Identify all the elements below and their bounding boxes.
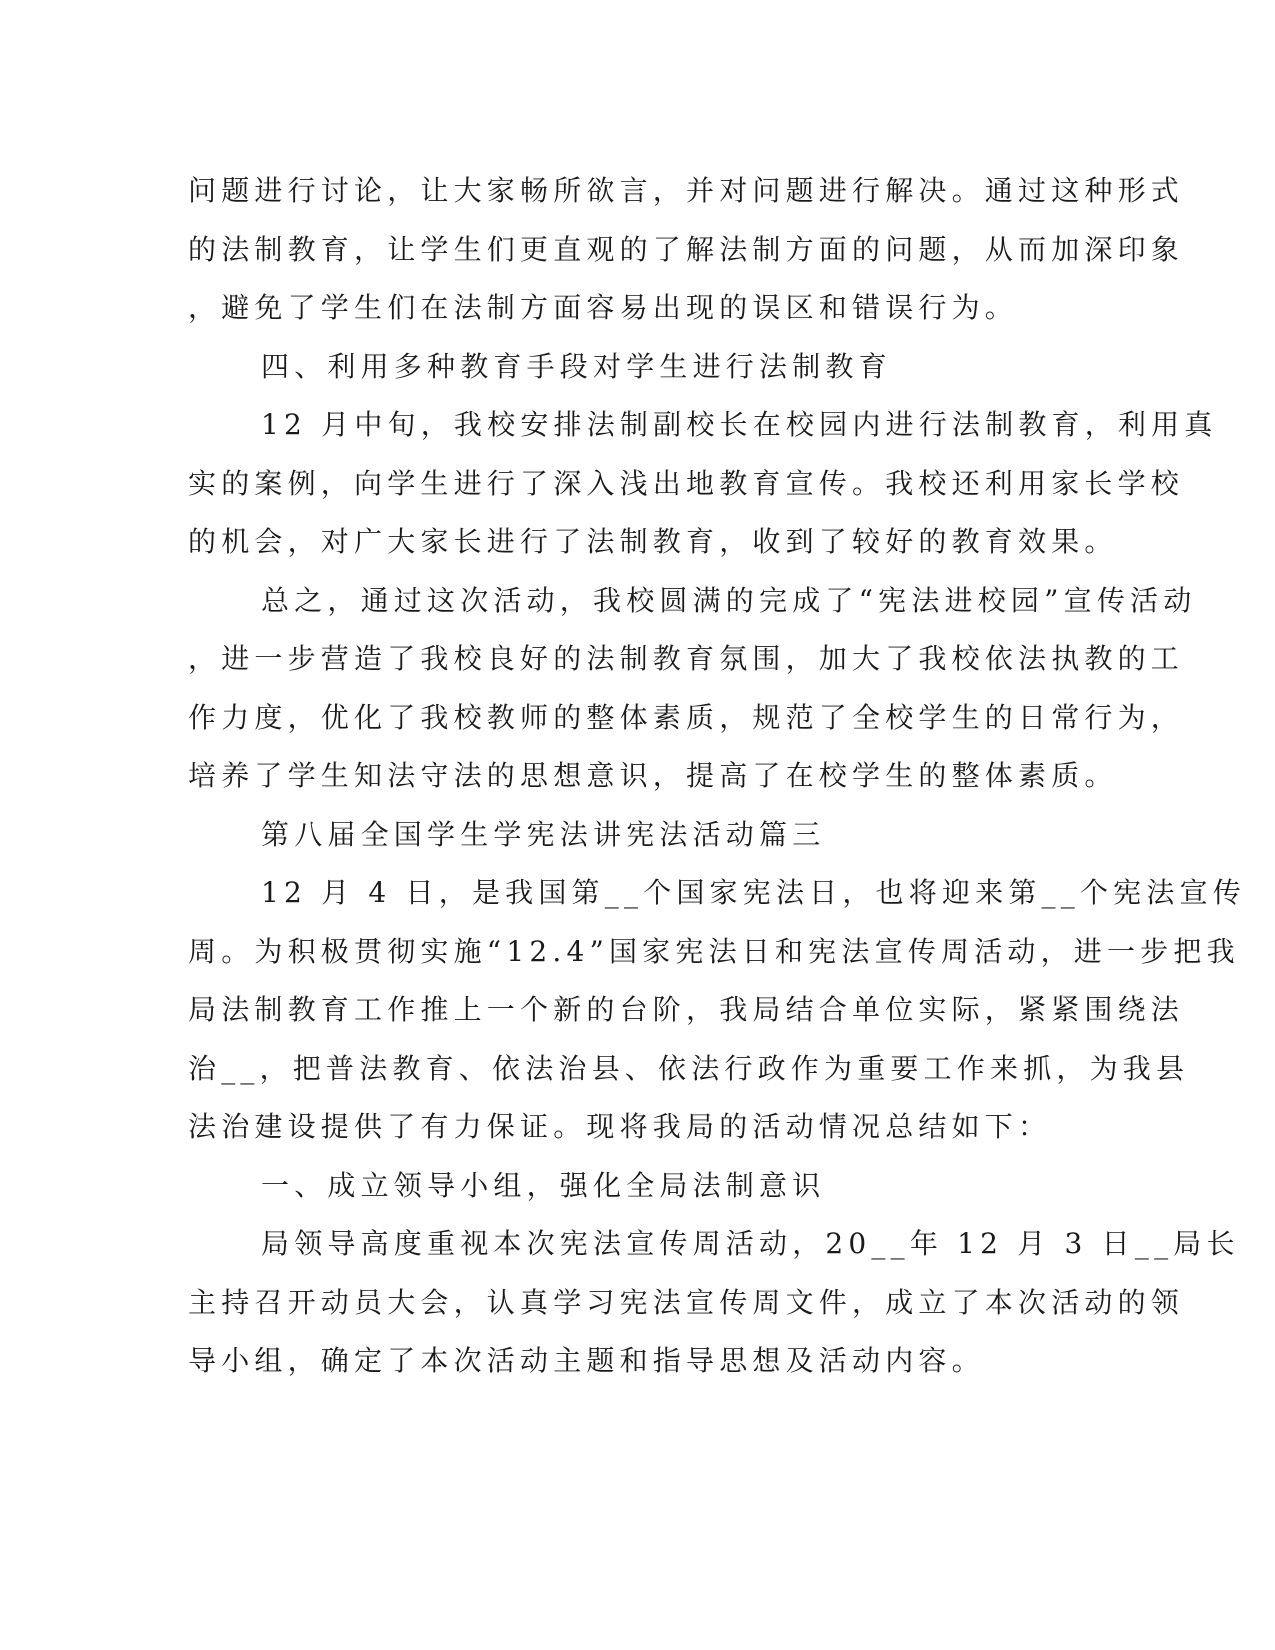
text-line: 周。为积极贯彻实施“12.4”国家宪法日和宪法宣传周活动，进一步把我	[188, 934, 1240, 968]
text-line: 局法制教育工作推上一个新的台阶，我局结合单位实际，紧紧围绕法	[188, 993, 1185, 1026]
text-line: ，避免了学生们在法制方面容易出现的误区和错误行为。	[188, 291, 1019, 324]
text-line: 12 月中旬，我校安排法制副校长在校园内进行法制教育，利用真	[261, 408, 1218, 441]
text-line: ，进一步营造了我校良好的法制教育氛围，加大了我校依法执教的工	[188, 642, 1185, 675]
section-heading: 四、利用多种教育手段对学生进行法制教育	[261, 349, 892, 383]
text-line: 导小组，确定了本次活动主题和指导思想及活动内容。	[188, 1344, 985, 1377]
section-heading: 一、成立领导小组，强化全局法制意识	[261, 1168, 826, 1202]
text-line: 实的案例，向学生进行了深入浅出地教育宣传。我校还利用家长学校	[188, 466, 1185, 500]
text-line: 的机会，对广大家长进行了法制教育，收到了较好的教育效果。	[188, 525, 1118, 558]
text-line: 培养了学生知法守法的思想意识，提高了在校学生的整体素质。	[188, 759, 1118, 792]
text-line: 作力度，优化了我校教师的整体素质，规范了全校学生的日常行为，	[188, 700, 1185, 734]
text-line: 问题进行讨论，让大家畅所欲言，并对问题进行解决。通过这种形式	[188, 174, 1185, 207]
article-title: 第八届全国学生学宪法讲宪法活动篇三	[261, 817, 826, 851]
text-line: 的法制教育，让学生们更直观的了解法制方面的问题，从而加深印象	[188, 232, 1185, 266]
text-line: 局领导高度重视本次宪法宣传周活动，20__年 12 月 3 日__局长	[261, 1227, 1240, 1260]
document-body	[188, 162, 1246, 1391]
text-line: 12 月 4 日，是我国第__个国家宪法日，也将迎来第__个宪法宣传	[261, 876, 1246, 909]
text-line: 总之，通过这次活动，我校圆满的完成了“宪法进校园”宣传活动	[261, 583, 1197, 617]
text-line: 法治建设提供了有力保证。现将我局的活动情况总结如下：	[188, 1110, 1052, 1143]
text-line: 主持召开动员大会，认真学习宪法宣传周文件，成立了本次活动的领	[188, 1285, 1185, 1319]
text-line: 治__，把普法教育、依法治县、依法行政作为重要工作来抓，为我县	[188, 1051, 1190, 1085]
